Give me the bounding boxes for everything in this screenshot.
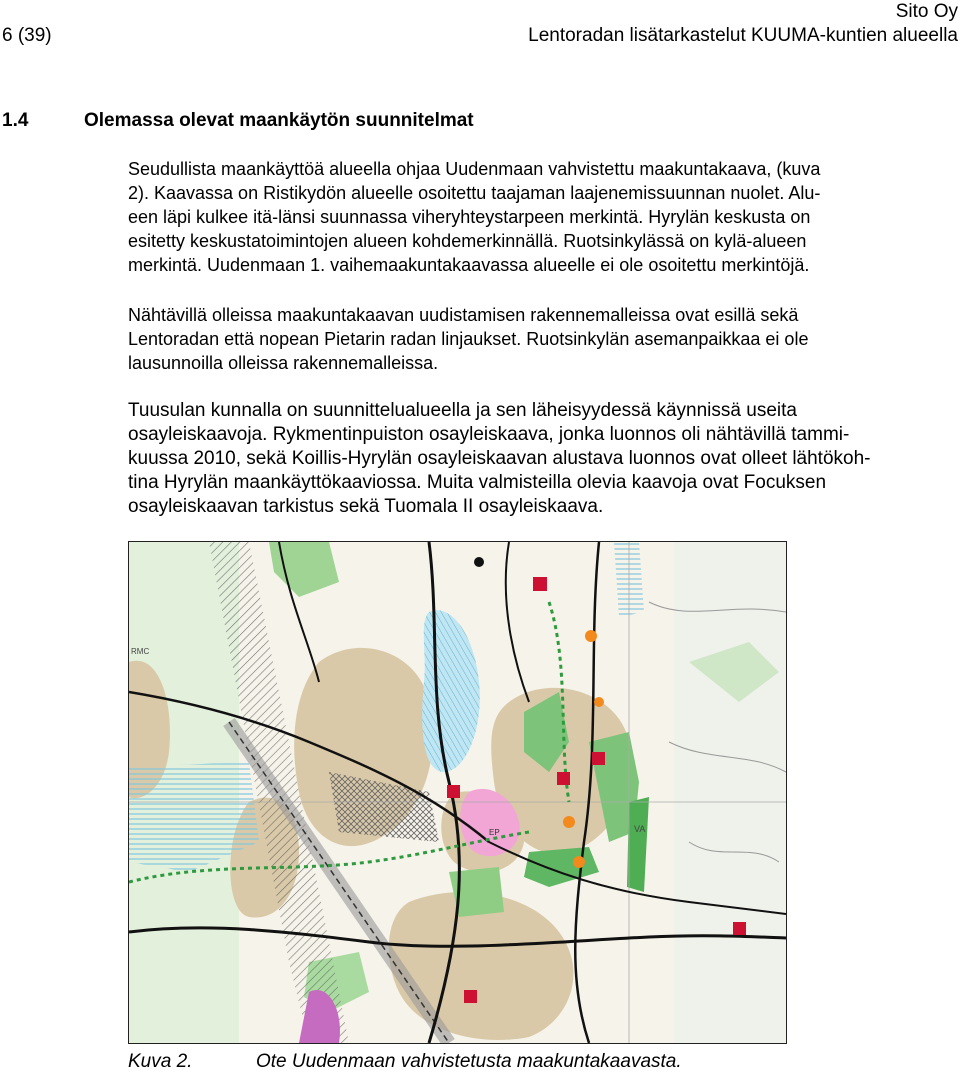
paragraph-line: tina Hyrylän maankäyttökaaviossa. Muita valmisteilla olevia kaavoja ovat Focuksen: [128, 472, 827, 493]
paragraph-line: Tuusulan kunnalla on suunnittelualueella ja sen läheisyydessä käynnissä useita: [128, 400, 797, 421]
red-marker: [464, 990, 477, 1003]
paragraph-line: lausunnoilla olleissa rakennemalleissa.: [128, 353, 439, 373]
paragraph-line: esitetty keskustatoimintojen alueen kohdemerkinnällä. Ruotsinkylässä on kylä-alueen: [128, 231, 807, 251]
paragraph-line: Nähtävillä olleissa maakuntakaavan uudistamisen rakennemalleissa ovat esillä sekä: [128, 305, 799, 325]
map-figure: [128, 541, 787, 1044]
map-label-va: VA: [634, 824, 646, 834]
red-marker: [592, 752, 605, 765]
header-company: Sito Oy: [895, 1, 958, 22]
figure-caption-label: Kuva 2.: [128, 1051, 193, 1072]
red-marker: [557, 772, 570, 785]
orange-marker: [585, 630, 597, 642]
paragraph-line: Lentoradan että nopean Pietarin radan linjaukset. Ruotsinkylän asemanpaikkaa ei ole: [128, 329, 809, 349]
red-marker: [733, 922, 746, 935]
header-page-number: 6 (39): [2, 25, 52, 46]
section-number: 1.4: [2, 110, 29, 131]
header-document-title: Lentoradan lisätarkastelut KUUMA-kuntien alueella: [528, 25, 958, 46]
section-heading: [2, 109, 474, 133]
orange-marker: [563, 816, 575, 828]
paragraph-line: osayleiskaavan tarkistus sekä Tuomala II osayleiskaava.: [128, 496, 604, 517]
paragraph-line: kuussa 2010, sekä Koillis-Hyrylän osayleiskaavan alustava luonnos ovat olleet lähtökoh-: [128, 448, 871, 469]
paragraph-3: [128, 399, 938, 519]
paragraph-line: osayleiskaavoja. Rykmentinpuiston osayleiskaava, jonka luonnos oli nähtävillä tammi-: [128, 424, 850, 445]
red-marker: [447, 785, 460, 798]
red-marker: [533, 577, 547, 591]
regional-plan-map: [129, 542, 786, 1043]
section-title: Olemassa olevat maankäytön suunnitelmat: [84, 110, 474, 131]
paragraph-1: [128, 157, 938, 277]
light-green-zone: [674, 542, 786, 1043]
paragraph-2: [128, 303, 938, 375]
paragraph-line: een läpi kulkee itä-länsi suunnassa viheryhteystarpeen merkintä. Hyrylän keskusta on: [128, 207, 811, 227]
paragraph-line: Seudullista maankäyttöä alueella ohjaa Uudenmaan vahvistettu maakuntakaava, (kuva: [128, 159, 821, 179]
orange-marker: [573, 856, 585, 868]
map-label-rmc: RMC: [131, 647, 150, 656]
orange-marker: [594, 697, 604, 707]
paragraph-line: 2). Kaavassa on Ristikydön alueelle osoitettu taajaman laajenemissuunnan nuolet. Alu-: [128, 183, 821, 203]
figure-caption-text: Ote Uudenmaan vahvistetusta maakuntakaavasta.: [256, 1051, 682, 1072]
paragraph-line: merkintä. Uudenmaan 1. vaihemaakuntakaavassa alueelle ei ole osoitettu merkintöjä.: [128, 255, 810, 275]
map-label-ep: EP: [489, 828, 500, 837]
black-dot: [474, 557, 484, 567]
